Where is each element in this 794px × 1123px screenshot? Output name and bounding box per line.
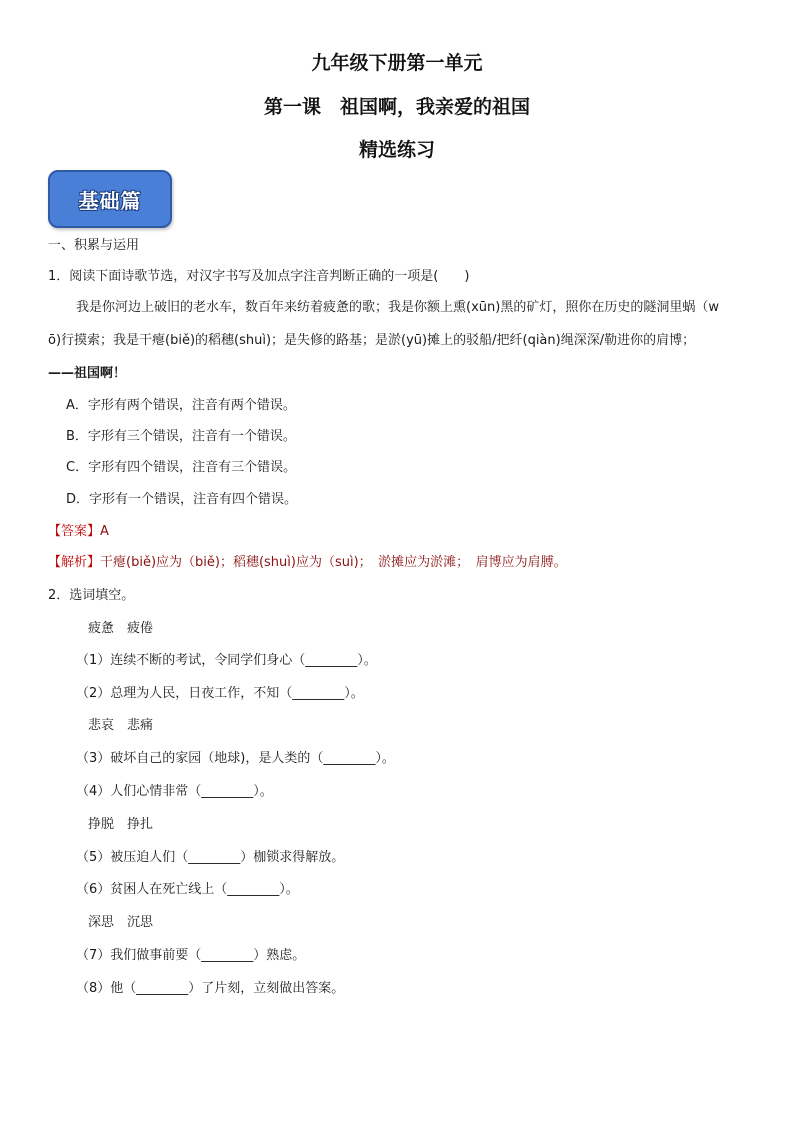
blank-item-7: （7）我们做事前要（________）熟虑。 xyxy=(76,948,306,963)
word-pair-3: 挣脱 挣扎 xyxy=(88,817,154,832)
answer-value: A xyxy=(100,524,109,539)
analysis-tag: 【解析】 xyxy=(48,555,101,570)
word-pair-1: 疲惫 疲倦 xyxy=(88,621,154,636)
word-pair-4: 深思 沉思 xyxy=(88,915,154,930)
question-1-passage-line2: ō)行摸索；我是干瘪(biě)的稻穗(shuì)；是失修的路基；是淤(yū)摊上的驳船/把纤(qiàn)绳深深/勒进你的肩博； xyxy=(48,333,696,348)
option-c: C．字形有四个错误，注音有三个错误。 xyxy=(66,460,297,475)
answer-tag: 【答案】 xyxy=(48,524,101,539)
badge-label: 基础篇 xyxy=(78,188,142,213)
analysis-text: 干瘪(biě)应为（biě)；稻穗(shuì)应为（suì)； 淤摊应为淤滩； 肩博应为肩膊。 xyxy=(100,555,567,570)
basic-section-badge xyxy=(48,170,172,228)
option-d: D．字形有一个错误，注音有四个错误。 xyxy=(66,492,298,507)
blank-item-3: （3）破坏自己的家园（地球)，是人类的（________）。 xyxy=(76,751,395,766)
answer-line xyxy=(48,522,109,542)
blank-item-8: （8）他（________）了片刻，立刻做出答案。 xyxy=(76,981,345,996)
question-2-stem: 2．选词填空。 xyxy=(48,588,135,603)
option-b: B．字形有三个错误，注音有一个错误。 xyxy=(66,429,296,444)
option-a: A．字形有两个错误，注音有两个错误。 xyxy=(66,398,296,413)
unit-title: 九年级下册第一单元 xyxy=(311,52,483,74)
blank-item-4: （4）人们心情非常（________）。 xyxy=(76,784,273,799)
analysis-line xyxy=(48,553,567,573)
question-1-passage-line3: ——祖国啊！ xyxy=(48,366,127,381)
word-pair-2: 悲哀 悲痛 xyxy=(88,718,154,733)
question-1-stem: 1．阅读下面诗歌节选，对汉字书写及加点字注音判断正确的一项是( ) xyxy=(48,269,470,284)
blank-item-2: （2）总理为人民，日夜工作，不知（________）。 xyxy=(76,686,364,701)
blank-item-6: （6）贫困人在死亡线上（________）。 xyxy=(76,882,299,897)
practice-title: 精选练习 xyxy=(358,139,435,161)
question-1-passage-line1: 我是你河边上破旧的老水车，数百年来纺着疲惫的歌；我是你额上熏(xūn)黑的矿灯，照你在历史的隧洞里蜗（w xyxy=(76,300,719,315)
blank-item-5: （5）被压迫人们（________）枷锁求得解放。 xyxy=(76,850,345,865)
section-heading: 一、积累与运用 xyxy=(48,238,140,253)
lesson-title: 第一课 祖国啊，我亲爱的祖国 xyxy=(263,96,530,118)
blank-item-1: （1）连续不断的考试，令同学们身心（________）。 xyxy=(76,653,377,668)
